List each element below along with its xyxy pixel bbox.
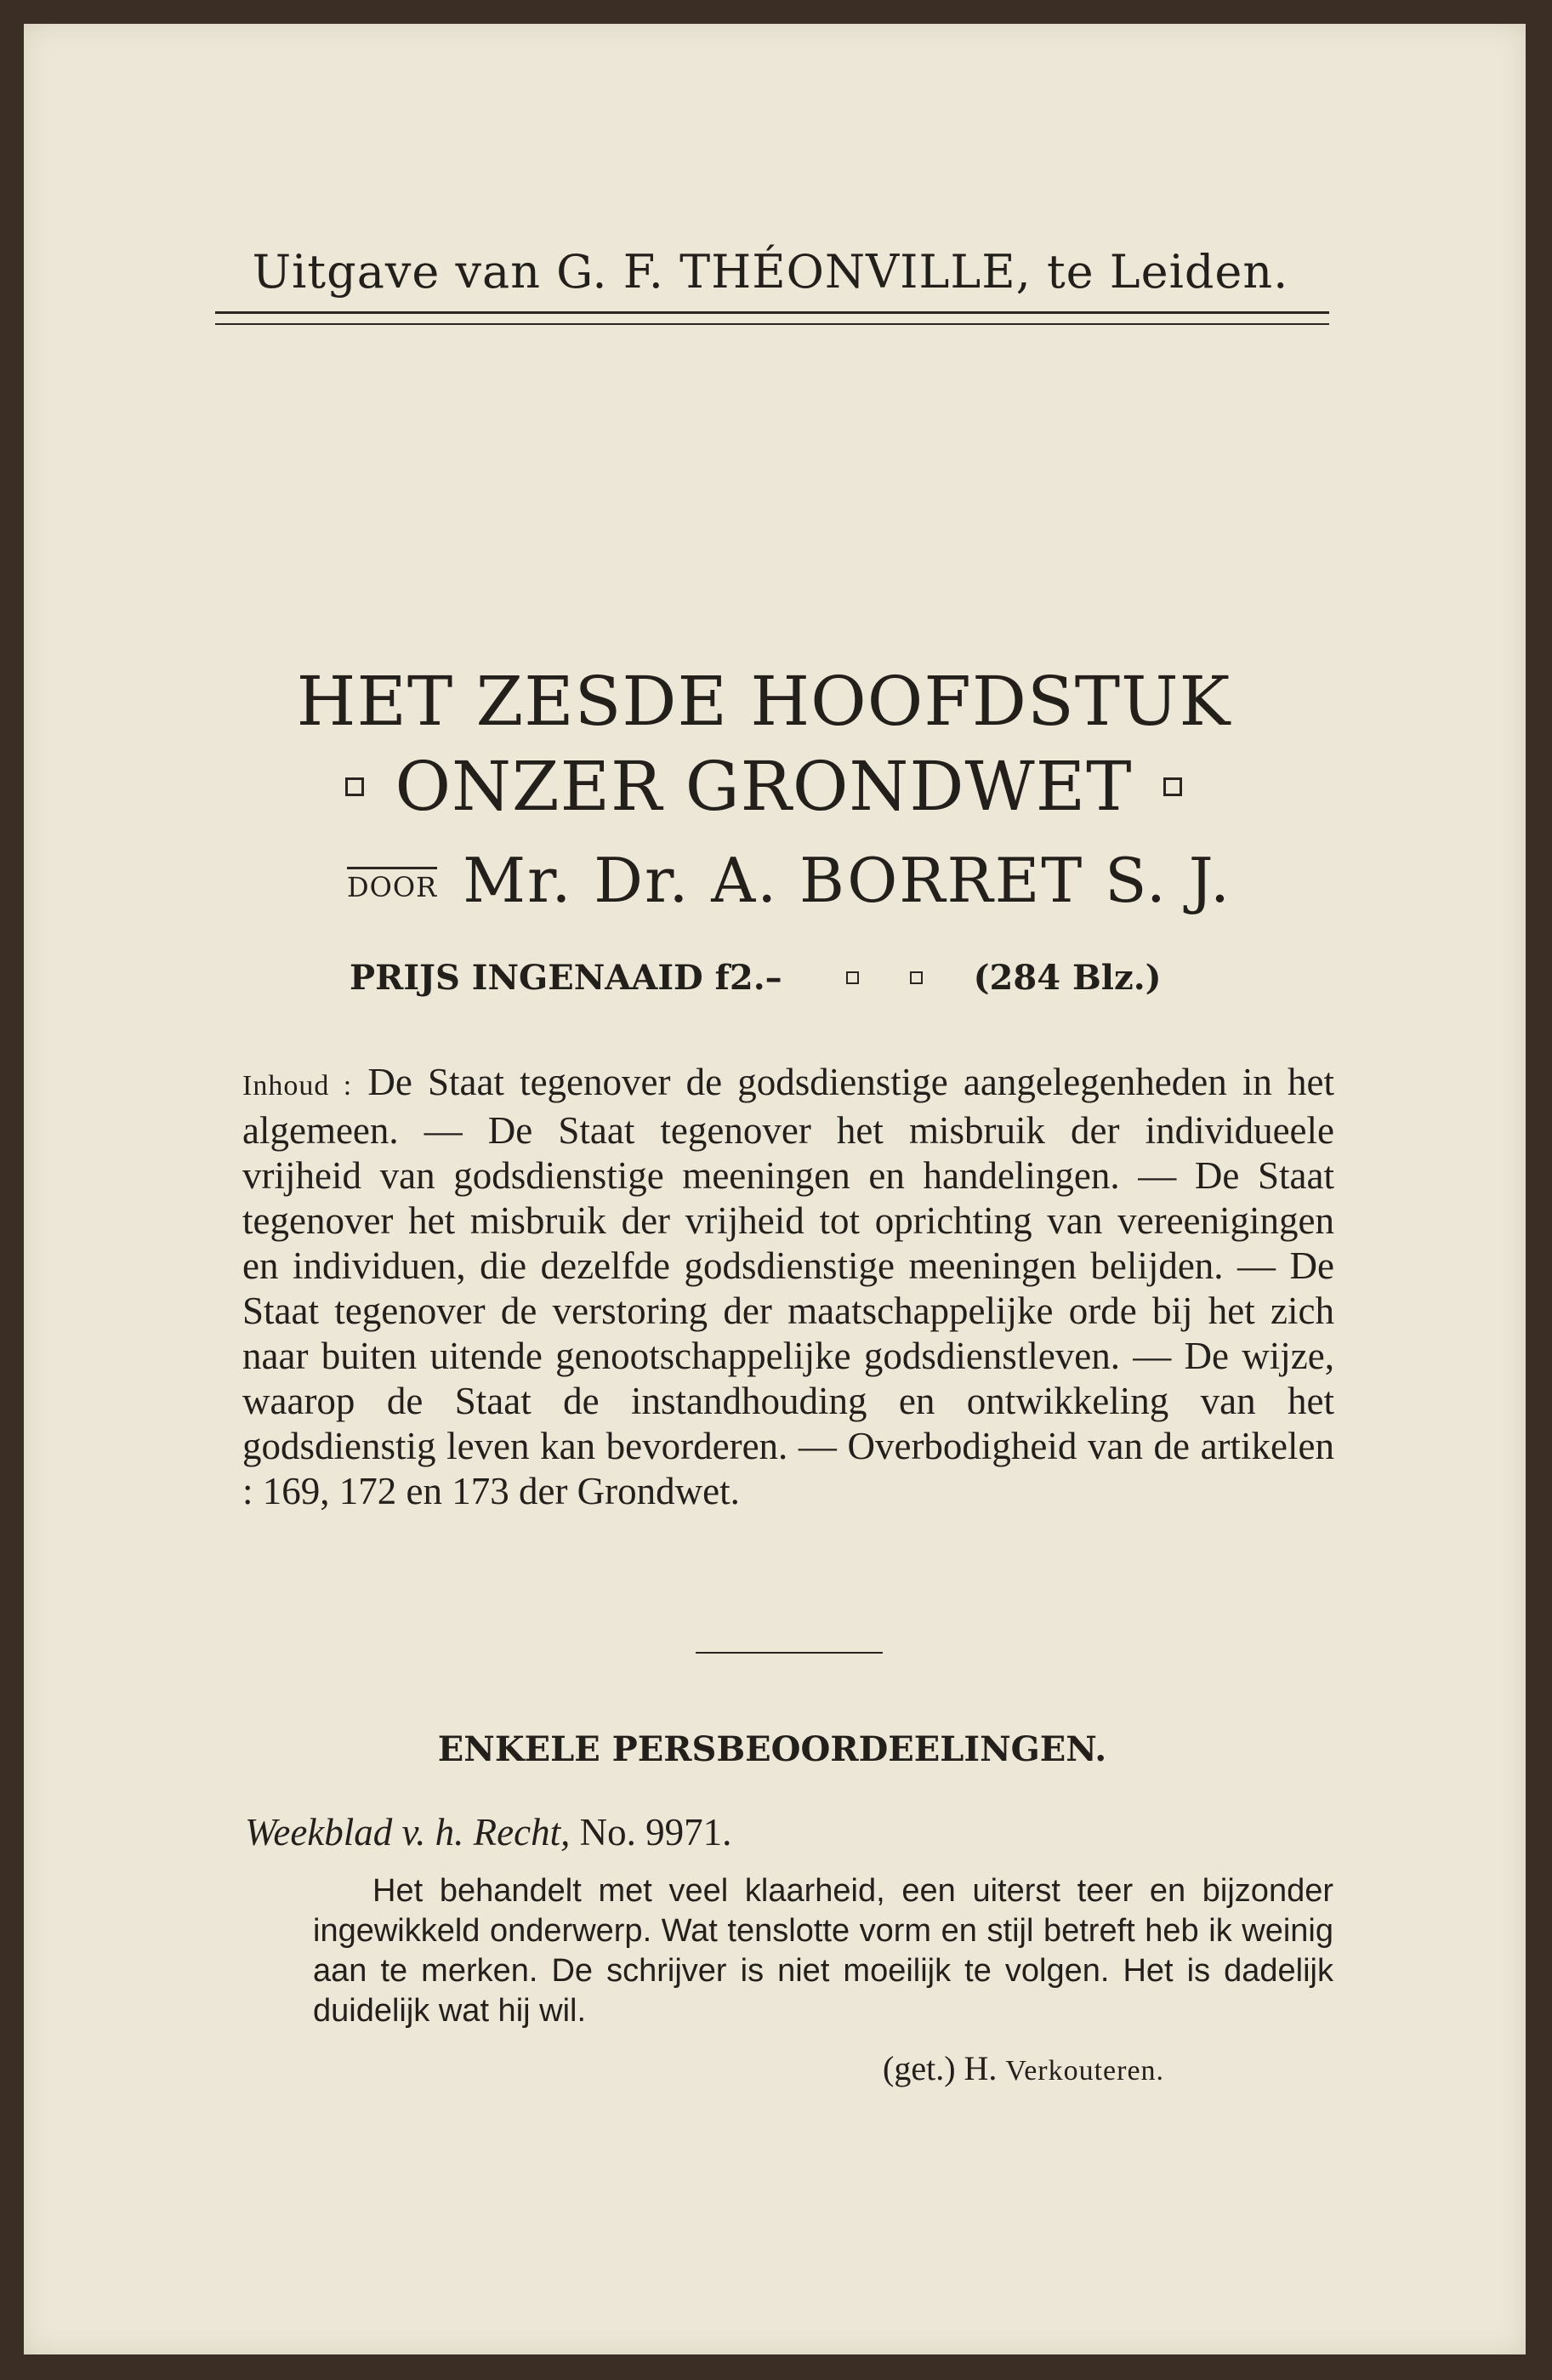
title-line-2-wrapper — [279, 747, 1248, 826]
contents-text: De Staat tegenover de godsdienstige aangelegenheden in het algemeen. — De Staat tegenover het misbruik der individueele vrijheid van godsdienstige meeningen en handelingen. — De Staat tegenover het misbruik der vrijheid tot oprichting van vereenigingen en individuen, die dezelfde godsdienstige meeningen belijden. — De Staat tegenover de verstoring der maatschappelijke orde bij het zich naar buiten uitende genootschappelijke godsdienstleven. — De wijze, waarop de Staat de instandhouding en ontwikkeling van het godsdienstig leven kan bevorderen. — Overbodigheid van de artikelen : 169, 172 en 173 der Grondwet. — [242, 1061, 1334, 1512]
author-line — [347, 845, 1231, 916]
author-name: Mr. Dr. A. BORRET S. J. — [463, 845, 1231, 916]
source-number: No. 9971. — [579, 1811, 732, 1853]
signature-name: Verkouteren. — [1005, 2055, 1165, 2087]
source-title: Weekblad v. h. Recht, — [245, 1811, 571, 1853]
square-ornament-icon — [345, 777, 364, 796]
review-signature — [883, 2048, 1393, 2088]
review-quote: Het behandelt met veel klaarheid, een uiterst teer en bijzonder ingewikkeld onderwerp. Wat tenslotte vorm en stijl betreft heb ik weinig aan te merken. De schrijver is niet moeilijk te volgen. Het is dadelijk duidelijk wat hij wil. — [313, 1873, 1333, 2029]
square-ornament-icon — [1163, 777, 1182, 796]
contents-paragraph — [242, 1060, 1334, 1514]
signature-prefix: (get.) H. — [883, 2049, 998, 2087]
review-source — [245, 1810, 1095, 1854]
document-page — [24, 24, 1526, 2354]
publisher-line: Uitgave van G. F. THÉONVILLE, te Leiden. — [252, 245, 1289, 299]
price-line — [350, 958, 1200, 998]
press-heading: ENKELE PERSBEOORDEELINGEN. — [437, 1729, 1107, 1769]
contents-lead: Inhoud : — [242, 1070, 353, 1102]
square-ornament-icon — [910, 971, 923, 984]
square-ornament-icon — [846, 971, 859, 984]
title-line-1: HET ZESDE HOOFDSTUK — [296, 662, 1231, 741]
price-label: PRIJS INGENAAID f2.– — [350, 958, 782, 998]
short-rule-divider — [696, 1652, 883, 1654]
page-count: (284 Blz.) — [973, 958, 1162, 998]
author-prefix: DOOR — [347, 867, 437, 903]
double-rule-divider — [215, 311, 1329, 325]
title-line-2: ONZER GRONDWET — [395, 747, 1133, 826]
